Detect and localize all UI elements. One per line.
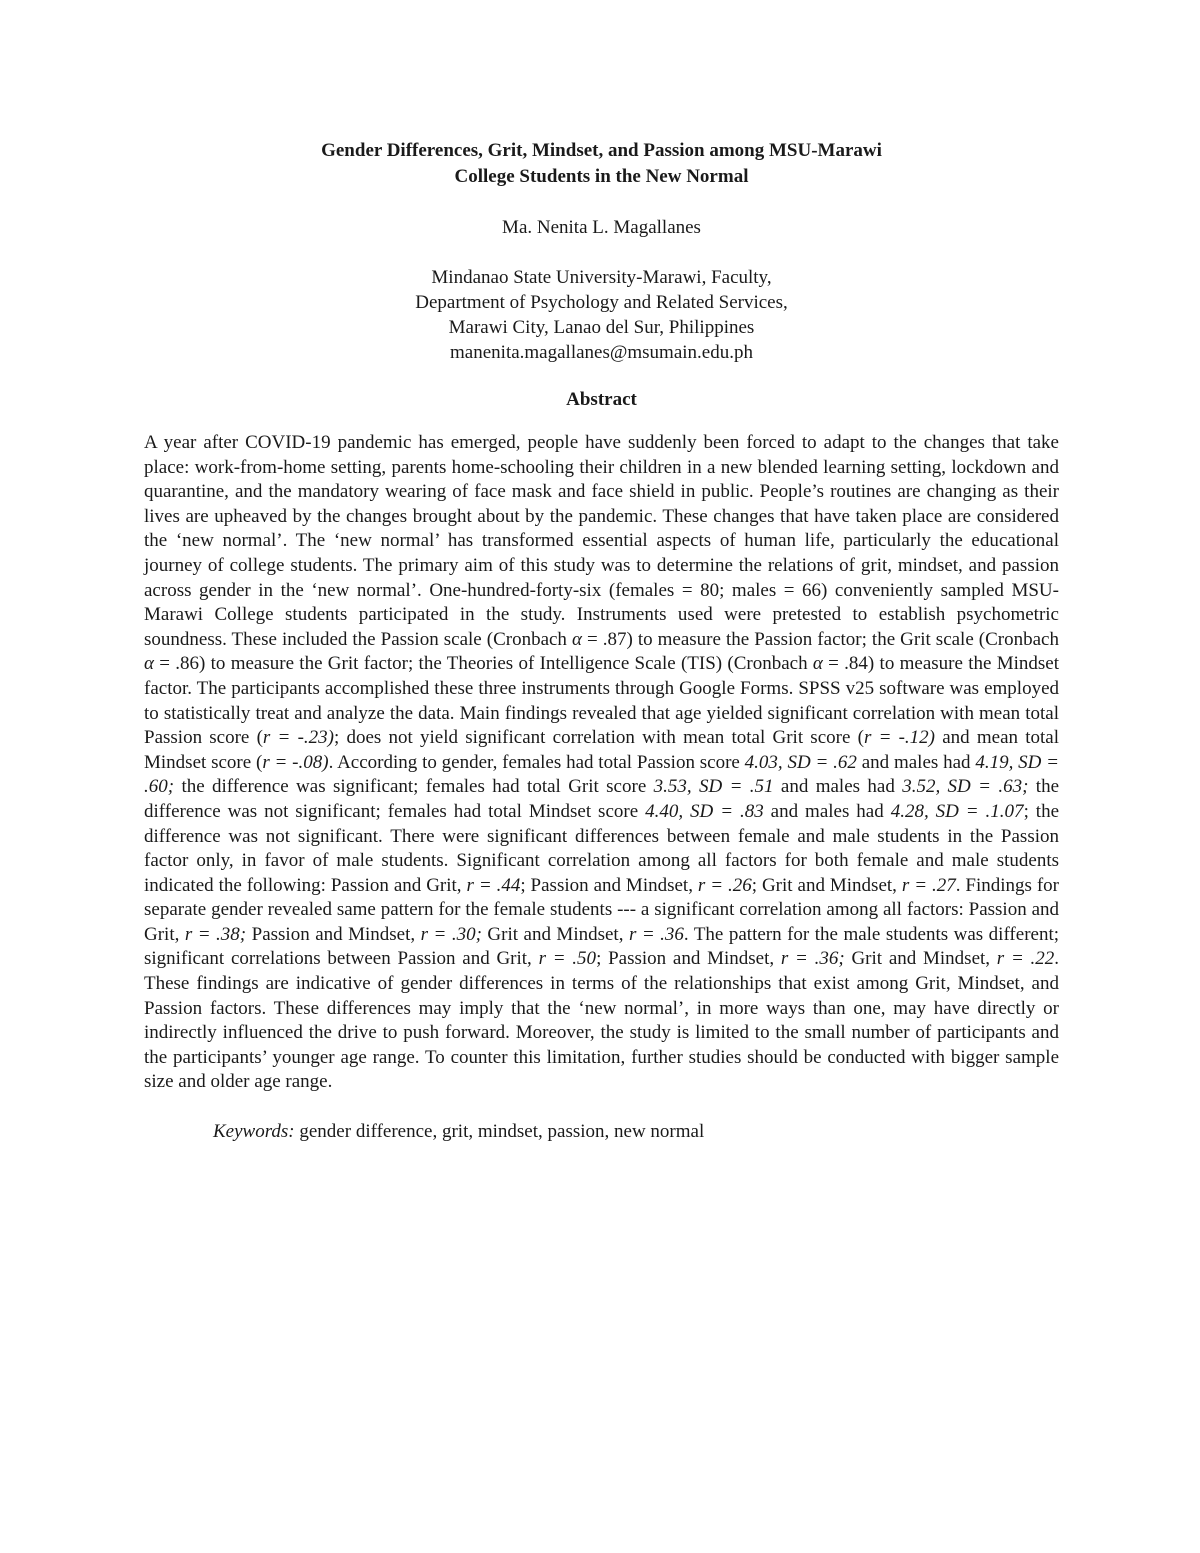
abstract-text-run: . According to gender, females had total Passion score (328, 751, 745, 773)
abstract-text-run: the difference was significant; females had total Grit score (174, 776, 654, 798)
abstract-text-run: and mean total Mindset score ( (144, 727, 1060, 773)
abstract-italic-run: α (144, 653, 154, 675)
abstract-italic-run: 3.52, SD = .63; (902, 776, 1029, 798)
title-line-1: Gender Differences, Grit, Mindset, and Passion among MSU-Marawi (321, 140, 882, 161)
abstract-body (144, 431, 1059, 1095)
abstract-italic-run: r = -.23) (262, 727, 334, 749)
abstract-italic-run: r = .30; (420, 923, 482, 945)
affiliation-block (144, 265, 1059, 365)
author-email: manenita.magallanes@msumain.edu.ph (450, 342, 753, 363)
abstract-text-run: ; Passion and Mindset, (520, 874, 698, 896)
affiliation-line: Marawi City, Lanao del Sur, Philippines (448, 317, 755, 338)
abstract-italic-run: r = .26 (697, 874, 752, 896)
abstract-text-run: = .87) to measure the Passion factor; the Grit scale (Cronbach (581, 628, 1059, 650)
abstract-italic-run: 4.03, SD = .62 (744, 751, 857, 773)
abstract-text-run: and males had (856, 751, 976, 773)
abstract-text-run: . The pattern for the male students was different; significant correlations between Passion and Grit, (144, 923, 1060, 970)
abstract-text-run: ; Passion and Mindset, (596, 948, 781, 970)
abstract-italic-run: r = .27 (901, 874, 956, 896)
abstract-text-run: and males had (773, 776, 903, 798)
abstract-italic-run: 4.19, SD = .60; (144, 751, 1060, 798)
abstract-italic-run: α (812, 653, 823, 675)
paper-page (144, 138, 1059, 1145)
abstract-italic-run: α (571, 628, 582, 650)
abstract-italic-run: r = -.08) (262, 751, 329, 773)
paper-title (144, 138, 1059, 190)
abstract-text-run: the difference was not significant; females had total Mindset score (144, 776, 1060, 822)
keywords-list: gender difference, grit, mindset, passion, new normal (294, 1121, 705, 1143)
abstract-text-run: ; does not yield significant correlation with mean total Grit score ( (333, 727, 864, 749)
affiliation-line: Department of Psychology and Related Services, (415, 292, 788, 313)
abstract-text-run: . Findings for separate gender revealed same pattern for the female students --- a significant correlation among all factors: Passion and Grit, (144, 874, 1059, 945)
abstract-italic-run: r = .38; (184, 923, 247, 945)
abstract-text-run: ; the difference was not significant. There were significant differences between female and male students in the Passion factor only, in favor of male students. Significant correlation among all factors for both female and male students indicated the following: Passion and Grit, (144, 800, 1059, 896)
abstract-text-run: Grit and Mindset, (481, 923, 629, 945)
abstract-italic-run: 3.53, SD = .51 (653, 776, 774, 798)
abstract-italic-run: r = .50 (538, 948, 597, 970)
abstract-italic-run: 4.40, SD = .83 (645, 800, 764, 822)
abstract-text-run: . These findings are indicative of gender differences in terms of the relationships that exist among Grit, Mindset, and Passion factors. These differences may imply that the ‘new normal’, in more ways than one, may have directly or indirectly influenced the drive to push forward. Moreover, the study is limited to the small number of participants and the participants’ younger age range. To counter this limitation, further studies should be conducted with bigger sample size and older age range. (144, 948, 1060, 1093)
keywords-label: Keywords: (213, 1121, 295, 1143)
abstract-italic-run: r = .36 (628, 923, 684, 945)
abstract-text-run: = .86) to measure the Grit factor; the Theories of Intelligence Scale (TIS) (Cronbach (153, 653, 813, 675)
abstract-italic-run: r = .22 (996, 948, 1055, 970)
abstract-text-run: Grit and Mindset, (844, 948, 997, 970)
abstract-text-run: ; Grit and Mindset, (751, 874, 902, 896)
abstract-heading: Abstract (566, 389, 637, 410)
abstract-text-run: = .84) to measure the Mindset factor. The participants accomplished these three instruments through Google Forms. SPSS v25 software was employed to statistically treat and analyze the data. Main findings revealed that age yielded significant correlation with mean total Passion score ( (144, 653, 1059, 749)
abstract-italic-run: r = -.12) (863, 727, 936, 749)
abstract-text-run: A year after COVID-19 pandemic has emerged, people have suddenly been forced to adapt to the changes that take place: work-from-home setting, parents home-schooling their children in a new blended learning setting, lockdown and quarantine, and the mandatory wearing of face mask and face shield in public. People’s routines are changing as their lives are upheaved by the changes brought about by the pandemic. These changes that have taken place are considered the ‘new normal’. The ‘new normal’ has transformed essential aspects of human life, particularly the educational journey of college students. The primary aim of this study was to determine the relations of grit, mindset, and passion across gender in the ‘new normal’. One-hundred-forty-six (females = 80; males = 66) conveniently sampled MSU-Marawi College students participated in the study. Instruments used were pretested to establish psychometric soundness. These included the Passion scale (Cronbach (144, 432, 1059, 650)
abstract-text-run: and males had (763, 800, 891, 822)
abstract-italic-run: r = .44 (466, 874, 521, 896)
keywords-line (144, 1119, 1059, 1145)
abstract-italic-run: r = .36; (780, 948, 845, 970)
title-line-2: College Students in the New Normal (454, 166, 749, 187)
author-name: Ma. Nenita L. Magallanes (502, 217, 701, 238)
abstract-text-run: Passion and Mindset, (246, 923, 421, 945)
abstract-italic-run: 4.28, SD = .1.07 (890, 800, 1024, 822)
affiliation-line: Mindanao State University-Marawi, Faculty, (431, 267, 772, 288)
